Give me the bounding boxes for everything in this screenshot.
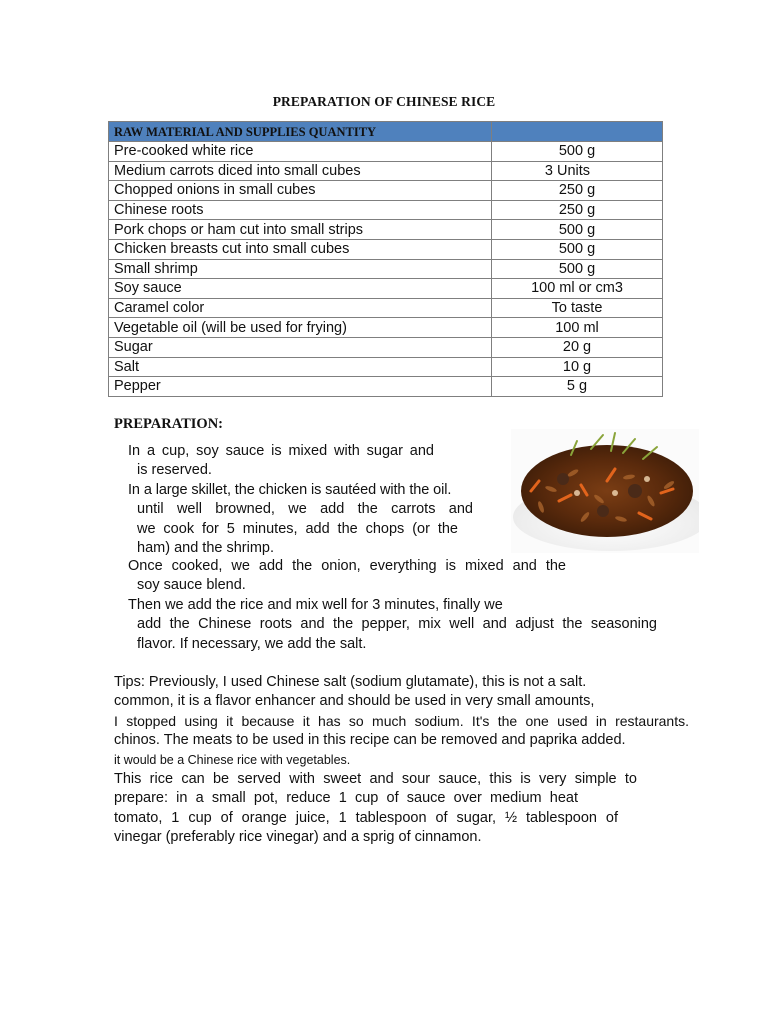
quantity-cell: To taste: [492, 298, 663, 318]
quantity-cell: 500 g: [492, 220, 663, 240]
step-line: add the Chinese roots and the pepper, mix well and adjust the seasoning: [137, 616, 657, 633]
tips-line: chinos. The meats to be used in this recipe can be removed and paprika added.: [114, 732, 626, 749]
item-cell: Chopped onions in small cubes: [109, 181, 492, 201]
table-header-cell: [492, 122, 663, 142]
tips-line: This rice can be served with sweet and sour sauce, this is very simple to: [114, 771, 637, 788]
table-row: [109, 357, 663, 377]
table-row: [109, 318, 663, 338]
item-cell: Pork chops or ham cut into small strips: [109, 220, 492, 240]
item-cell: Pre-cooked white rice: [109, 142, 492, 162]
quantity-cell: 3 Units: [492, 161, 663, 181]
tips-line: it would be a Chinese rice with vegetables.: [114, 752, 351, 767]
step-line: [114, 596, 659, 615]
preparation-heading: PREPARATION:: [114, 416, 224, 432]
tips-line: vinegar (preferably rice vinegar) and a sprig of cinnamon.: [114, 829, 482, 846]
preparation-step: [114, 557, 566, 596]
tips-line: Tips: Previously, I used Chinese salt (sodium glutamate), this is not a salt.: [114, 674, 587, 690]
ingredients-table: [108, 121, 663, 397]
step-line: until well browned, we add the carrots and: [137, 501, 473, 518]
quantity-cell: 5 g: [492, 377, 663, 397]
preparation-step: [114, 596, 659, 654]
table-header-cell: RAW MATERIAL AND SUPPLIES QUANTITY: [109, 122, 492, 142]
step-text: In a cup, soy sauce is mixed with sugar and: [128, 443, 434, 459]
tips-line: tomato, 1 cup of orange juice, 1 tablespoon of sugar, ½ tablespoon of: [114, 809, 618, 826]
quantity-cell: 10 g: [492, 357, 663, 377]
step-line: [114, 442, 434, 461]
tips-line: I stopped using it because it has so much sodium. It's the one used in restaurants.: [114, 712, 689, 729]
table-row: [109, 200, 663, 220]
tips-line: prepare: in a small pot, reduce 1 cup of sauce over medium heat: [114, 790, 578, 807]
item-cell: Chinese roots: [109, 200, 492, 220]
table-row: [109, 298, 663, 318]
item-cell: Chicken breasts cut into small cubes: [109, 239, 492, 259]
table-row: [109, 279, 663, 299]
quantity-cell: 250 g: [492, 181, 663, 201]
table-header-row: [109, 122, 663, 142]
quantity-cell: 100 ml or cm3: [492, 279, 663, 299]
step-line: is reserved.: [137, 462, 212, 479]
tips-line: common, it is a flavor enhancer and should be used in very small amounts,: [114, 693, 595, 710]
step-line: flavor. If necessary, we add the salt.: [137, 635, 367, 652]
table-row: [109, 239, 663, 259]
step-line: [114, 557, 566, 576]
table-row: [109, 181, 663, 201]
table-row: [109, 161, 663, 181]
step-text: Then we add the rice and mix well for 3 minutes, finally we: [128, 597, 503, 613]
item-cell: Vegetable oil (will be used for frying): [109, 318, 492, 338]
fried-rice-photo: [511, 429, 699, 553]
tips-paragraph: [114, 673, 689, 848]
quantity-cell: 500 g: [492, 239, 663, 259]
quantity-cell: 500 g: [492, 259, 663, 279]
table-row: [109, 259, 663, 279]
preparation-step: [114, 481, 482, 558]
item-cell: Pepper: [109, 377, 492, 397]
step-line: [114, 481, 482, 500]
table-row: [109, 377, 663, 397]
page-title: PREPARATION OF CHINESE RICE: [272, 94, 496, 109]
preparation-step: [114, 442, 434, 481]
item-cell: Small shrimp: [109, 259, 492, 279]
quantity-cell: 500 g: [492, 142, 663, 162]
fried-rice-illustration: [511, 429, 699, 553]
step-line: ham) and the shrimp.: [137, 539, 275, 556]
table-row: [109, 337, 663, 357]
item-cell: Caramel color: [109, 298, 492, 318]
item-cell: Sugar: [109, 337, 492, 357]
table-row: [109, 142, 663, 162]
step-text: In a large skillet, the chicken is sautéed with the oil.: [128, 482, 452, 498]
item-cell: Medium carrots diced into small cubes: [109, 161, 492, 181]
item-cell: Salt: [109, 357, 492, 377]
quantity-cell: 20 g: [492, 337, 663, 357]
quantity-cell: 100 ml: [492, 318, 663, 338]
step-line: soy sauce blend.: [137, 577, 246, 594]
step-text: Once cooked, we add the onion, everything is mixed and the: [128, 558, 566, 574]
item-cell: Soy sauce: [109, 279, 492, 299]
quantity-cell: 250 g: [492, 200, 663, 220]
step-line: we cook for 5 minutes, add the chops (or the: [137, 520, 458, 537]
table-row: [109, 220, 663, 240]
